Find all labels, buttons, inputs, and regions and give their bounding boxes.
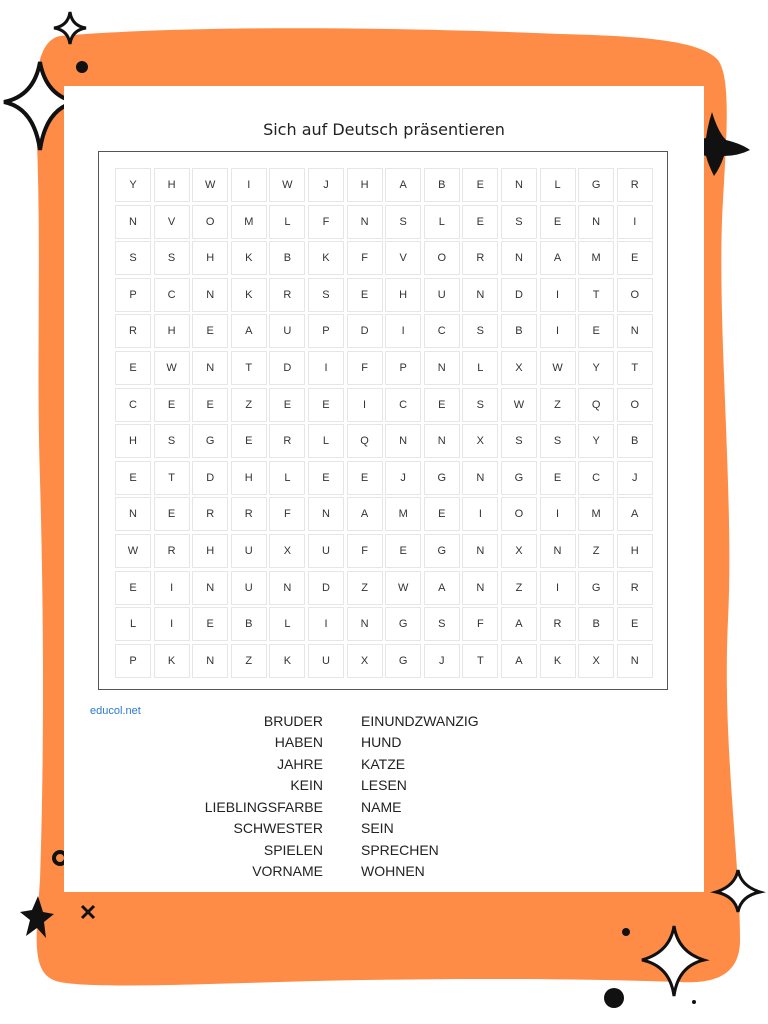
grid-cell[interactable]: S bbox=[385, 205, 421, 239]
grid-cell[interactable]: R bbox=[231, 497, 267, 531]
grid-cell[interactable]: R bbox=[154, 534, 190, 568]
grid-cell[interactable]: H bbox=[154, 314, 190, 348]
grid-cell[interactable]: I bbox=[154, 571, 190, 605]
grid-cell[interactable]: N bbox=[192, 278, 228, 312]
grid-cell[interactable]: S bbox=[154, 241, 190, 275]
grid-cell[interactable]: M bbox=[578, 241, 614, 275]
grid-cell[interactable]: N bbox=[462, 278, 498, 312]
word-list-row bbox=[130, 775, 630, 797]
grid-cell[interactable]: I bbox=[154, 607, 190, 641]
word-list bbox=[130, 710, 630, 882]
grid-cell[interactable]: W bbox=[540, 351, 576, 385]
grid-cell[interactable]: B bbox=[501, 314, 537, 348]
grid-cell[interactable]: E bbox=[424, 497, 460, 531]
grid-cell[interactable]: H bbox=[385, 278, 421, 312]
grid-cell[interactable]: E bbox=[617, 241, 653, 275]
dot-icon bbox=[622, 928, 630, 936]
grid-cell[interactable]: Z bbox=[347, 571, 383, 605]
grid-cell[interactable]: R bbox=[462, 241, 498, 275]
word-list-row bbox=[130, 710, 630, 732]
grid-cell[interactable]: H bbox=[154, 168, 190, 202]
grid-cell[interactable]: P bbox=[385, 351, 421, 385]
grid-cell[interactable]: N bbox=[115, 205, 151, 239]
grid-cell[interactable]: F bbox=[269, 497, 305, 531]
grid-cell[interactable]: H bbox=[192, 534, 228, 568]
grid-cell[interactable]: E bbox=[540, 461, 576, 495]
grid-cell[interactable]: A bbox=[617, 497, 653, 531]
grid-cell[interactable]: E bbox=[578, 314, 614, 348]
grid-cell[interactable]: B bbox=[578, 607, 614, 641]
grid-cell[interactable]: Y bbox=[578, 424, 614, 458]
grid-cell[interactable]: X bbox=[269, 534, 305, 568]
grid-cell[interactable]: W bbox=[385, 571, 421, 605]
grid-cell[interactable]: I bbox=[540, 314, 576, 348]
grid-cell[interactable]: E bbox=[192, 607, 228, 641]
grid-cell[interactable]: C bbox=[578, 461, 614, 495]
grid-cell[interactable]: E bbox=[154, 388, 190, 422]
grid-cell[interactable]: H bbox=[192, 241, 228, 275]
grid-cell[interactable]: E bbox=[347, 461, 383, 495]
grid-cell[interactable]: D bbox=[192, 461, 228, 495]
grid-cell[interactable]: P bbox=[308, 314, 344, 348]
grid-cell[interactable]: G bbox=[501, 461, 537, 495]
grid-cell[interactable]: R bbox=[115, 314, 151, 348]
grid-cell[interactable]: I bbox=[308, 351, 344, 385]
grid-cell[interactable]: J bbox=[617, 461, 653, 495]
grid-cell[interactable]: G bbox=[192, 424, 228, 458]
grid-cell[interactable]: W bbox=[115, 534, 151, 568]
word-list-item: SEIN bbox=[361, 820, 394, 837]
grid-cell[interactable]: Z bbox=[540, 388, 576, 422]
grid-cell[interactable]: I bbox=[308, 607, 344, 641]
grid-cell[interactable]: R bbox=[269, 424, 305, 458]
grid-cell[interactable]: N bbox=[192, 351, 228, 385]
grid-cell[interactable]: Z bbox=[501, 571, 537, 605]
grid-cell[interactable]: A bbox=[347, 497, 383, 531]
grid-cell[interactable]: A bbox=[424, 571, 460, 605]
word-list-row bbox=[130, 753, 630, 775]
grid-cell[interactable]: E bbox=[115, 461, 151, 495]
grid-cell[interactable]: T bbox=[154, 461, 190, 495]
word-list-row bbox=[130, 732, 630, 754]
grid-cell[interactable]: N bbox=[115, 497, 151, 531]
grid-cell[interactable]: N bbox=[424, 351, 460, 385]
word-list-row bbox=[130, 796, 630, 818]
dot-icon bbox=[76, 61, 88, 73]
grid-cell[interactable]: C bbox=[424, 314, 460, 348]
grid-cell[interactable]: D bbox=[308, 571, 344, 605]
grid-cell[interactable]: R bbox=[192, 497, 228, 531]
grid-cell[interactable]: R bbox=[617, 571, 653, 605]
word-search-grid bbox=[115, 168, 653, 678]
grid-cell[interactable]: W bbox=[192, 168, 228, 202]
grid-cell[interactable]: O bbox=[192, 205, 228, 239]
grid-cell[interactable]: S bbox=[462, 314, 498, 348]
grid-cell[interactable]: U bbox=[231, 534, 267, 568]
grid-cell[interactable]: N bbox=[501, 241, 537, 275]
word-list-item: SPRECHEN bbox=[361, 841, 439, 858]
grid-cell[interactable]: E bbox=[192, 314, 228, 348]
grid-cell[interactable]: W bbox=[501, 388, 537, 422]
grid-cell[interactable]: G bbox=[424, 534, 460, 568]
word-list-item: SPIELEN bbox=[263, 841, 323, 858]
grid-cell[interactable]: S bbox=[501, 424, 537, 458]
word-list-item: JAHRE bbox=[277, 755, 323, 772]
grid-cell[interactable]: M bbox=[578, 497, 614, 531]
grid-cell[interactable]: U bbox=[308, 534, 344, 568]
word-list-item: EINUNDZWANZIG bbox=[361, 712, 479, 729]
grid-cell[interactable]: S bbox=[462, 388, 498, 422]
grid-cell[interactable]: P bbox=[115, 644, 151, 678]
grid-cell[interactable]: H bbox=[231, 461, 267, 495]
grid-cell[interactable]: E bbox=[115, 571, 151, 605]
grid-cell[interactable]: I bbox=[347, 388, 383, 422]
grid-cell[interactable]: B bbox=[269, 241, 305, 275]
word-list-item: NAME bbox=[361, 798, 402, 815]
grid-cell[interactable]: U bbox=[269, 314, 305, 348]
grid-cell[interactable]: X bbox=[501, 534, 537, 568]
grid-cell[interactable]: I bbox=[617, 205, 653, 239]
grid-cell[interactable]: L bbox=[269, 205, 305, 239]
grid-cell[interactable]: H bbox=[617, 534, 653, 568]
grid-cell[interactable]: M bbox=[231, 205, 267, 239]
grid-cell[interactable]: L bbox=[269, 461, 305, 495]
grid-cell[interactable]: R bbox=[269, 278, 305, 312]
word-list-item: VORNAME bbox=[252, 863, 323, 880]
word-list-item: LESEN bbox=[361, 777, 407, 794]
grid-cell[interactable]: E bbox=[462, 205, 498, 239]
word-list-item: WOHNEN bbox=[361, 863, 425, 880]
grid-cell[interactable]: N bbox=[540, 534, 576, 568]
grid-cell[interactable]: O bbox=[617, 388, 653, 422]
grid-cell[interactable]: I bbox=[540, 497, 576, 531]
word-list-item: HABEN bbox=[274, 734, 323, 751]
word-list-row bbox=[130, 861, 630, 883]
grid-cell[interactable]: B bbox=[424, 168, 460, 202]
grid-cell[interactable]: J bbox=[308, 168, 344, 202]
word-list-row bbox=[130, 839, 630, 861]
grid-cell[interactable]: S bbox=[154, 424, 190, 458]
grid-cell[interactable]: L bbox=[269, 607, 305, 641]
grid-cell[interactable]: E bbox=[231, 424, 267, 458]
word-list-row bbox=[130, 818, 630, 840]
grid-cell[interactable]: S bbox=[501, 205, 537, 239]
grid-cell[interactable]: S bbox=[540, 424, 576, 458]
grid-cell[interactable]: Z bbox=[231, 644, 267, 678]
grid-cell[interactable]: K bbox=[231, 278, 267, 312]
grid-cell[interactable]: F bbox=[347, 241, 383, 275]
dot-icon bbox=[604, 988, 624, 1008]
grid-cell[interactable]: E bbox=[308, 388, 344, 422]
grid-cell[interactable]: F bbox=[308, 205, 344, 239]
grid-cell[interactable]: T bbox=[462, 644, 498, 678]
grid-cell[interactable]: H bbox=[347, 168, 383, 202]
grid-cell[interactable]: A bbox=[540, 241, 576, 275]
grid-cell[interactable]: D bbox=[347, 314, 383, 348]
grid-cell[interactable]: K bbox=[308, 241, 344, 275]
dot-icon bbox=[692, 1000, 696, 1004]
grid-cell[interactable]: E bbox=[115, 351, 151, 385]
word-list-item: BRUDER bbox=[263, 712, 323, 729]
grid-cell[interactable]: S bbox=[424, 607, 460, 641]
grid-cell[interactable]: F bbox=[347, 351, 383, 385]
grid-cell[interactable]: Z bbox=[231, 388, 267, 422]
grid-cell[interactable]: N bbox=[347, 607, 383, 641]
grid-cell[interactable]: A bbox=[231, 314, 267, 348]
grid-cell[interactable]: V bbox=[154, 205, 190, 239]
grid-cell[interactable]: E bbox=[617, 607, 653, 641]
word-search-grid-frame bbox=[98, 151, 668, 690]
grid-cell[interactable]: A bbox=[385, 168, 421, 202]
grid-cell[interactable]: U bbox=[231, 571, 267, 605]
word-list-item: SCHWESTER bbox=[233, 820, 323, 837]
word-list-item: HUND bbox=[361, 734, 402, 751]
grid-cell[interactable]: N bbox=[347, 205, 383, 239]
word-list-item: LIEBLINGSFARBE bbox=[204, 798, 323, 815]
grid-cell[interactable]: U bbox=[308, 644, 344, 678]
grid-cell[interactable]: E bbox=[462, 168, 498, 202]
grid-cell[interactable]: G bbox=[385, 607, 421, 641]
grid-cell[interactable]: E bbox=[269, 388, 305, 422]
grid-cell[interactable]: Y bbox=[578, 351, 614, 385]
grid-cell[interactable]: K bbox=[540, 644, 576, 678]
grid-cell[interactable]: G bbox=[385, 644, 421, 678]
grid-cell[interactable]: A bbox=[501, 644, 537, 678]
grid-cell[interactable]: X bbox=[578, 644, 614, 678]
grid-cell[interactable]: G bbox=[424, 461, 460, 495]
grid-cell[interactable]: S bbox=[308, 278, 344, 312]
grid-cell[interactable]: Z bbox=[578, 534, 614, 568]
grid-cell[interactable]: R bbox=[540, 607, 576, 641]
grid-cell[interactable]: N bbox=[578, 205, 614, 239]
grid-cell[interactable]: B bbox=[617, 424, 653, 458]
grid-cell[interactable]: I bbox=[231, 168, 267, 202]
grid-cell[interactable]: G bbox=[578, 571, 614, 605]
grid-cell[interactable]: K bbox=[269, 644, 305, 678]
grid-cell[interactable]: B bbox=[231, 607, 267, 641]
grid-cell[interactable]: K bbox=[154, 644, 190, 678]
grid-cell[interactable]: V bbox=[385, 241, 421, 275]
grid-cell[interactable]: E bbox=[540, 205, 576, 239]
grid-cell[interactable]: E bbox=[308, 461, 344, 495]
grid-cell[interactable]: S bbox=[115, 241, 151, 275]
grid-cell[interactable]: A bbox=[501, 607, 537, 641]
grid-cell[interactable]: I bbox=[462, 497, 498, 531]
grid-cell[interactable]: E bbox=[347, 278, 383, 312]
grid-cell[interactable]: Q bbox=[578, 388, 614, 422]
grid-cell[interactable]: E bbox=[154, 497, 190, 531]
grid-cell[interactable]: F bbox=[347, 534, 383, 568]
grid-cell[interactable]: K bbox=[231, 241, 267, 275]
grid-cell[interactable]: I bbox=[540, 571, 576, 605]
grid-cell[interactable]: W bbox=[154, 351, 190, 385]
grid-cell[interactable]: O bbox=[501, 497, 537, 531]
grid-cell[interactable]: N bbox=[617, 644, 653, 678]
grid-cell[interactable]: O bbox=[617, 278, 653, 312]
grid-cell[interactable]: O bbox=[424, 241, 460, 275]
grid-cell[interactable]: E bbox=[192, 388, 228, 422]
grid-cell[interactable]: U bbox=[424, 278, 460, 312]
grid-cell[interactable]: N bbox=[192, 571, 228, 605]
grid-cell[interactable]: N bbox=[501, 168, 537, 202]
grid-cell[interactable]: L bbox=[115, 607, 151, 641]
grid-cell[interactable]: E bbox=[424, 388, 460, 422]
word-list-item: KATZE bbox=[361, 755, 406, 772]
source-credit[interactable]: educol.net bbox=[90, 705, 141, 717]
grid-cell[interactable]: N bbox=[385, 424, 421, 458]
word-list-item: KEIN bbox=[290, 777, 323, 794]
worksheet-title: Sich auf Deutsch präsentieren bbox=[263, 120, 505, 139]
grid-cell[interactable]: N bbox=[462, 461, 498, 495]
grid-cell[interactable]: N bbox=[308, 497, 344, 531]
grid-cell[interactable]: T bbox=[578, 278, 614, 312]
grid-cell[interactable]: M bbox=[385, 497, 421, 531]
grid-cell[interactable]: L bbox=[424, 205, 460, 239]
grid-cell[interactable]: N bbox=[462, 534, 498, 568]
grid-cell[interactable]: G bbox=[578, 168, 614, 202]
grid-cell[interactable]: X bbox=[501, 351, 537, 385]
grid-cell[interactable]: I bbox=[540, 278, 576, 312]
grid-cell[interactable]: N bbox=[424, 424, 460, 458]
grid-cell[interactable]: N bbox=[462, 571, 498, 605]
grid-cell[interactable]: X bbox=[347, 644, 383, 678]
grid-cell[interactable]: D bbox=[501, 278, 537, 312]
grid-cell[interactable]: C bbox=[154, 278, 190, 312]
grid-cell[interactable]: P bbox=[115, 278, 151, 312]
grid-cell[interactable]: Q bbox=[347, 424, 383, 458]
grid-cell[interactable]: D bbox=[269, 351, 305, 385]
grid-cell[interactable]: L bbox=[540, 168, 576, 202]
grid-cell[interactable]: L bbox=[462, 351, 498, 385]
grid-cell[interactable]: L bbox=[308, 424, 344, 458]
grid-cell[interactable]: J bbox=[385, 461, 421, 495]
grid-cell[interactable]: I bbox=[385, 314, 421, 348]
grid-cell[interactable]: H bbox=[115, 424, 151, 458]
grid-cell[interactable]: J bbox=[424, 644, 460, 678]
grid-cell[interactable]: F bbox=[462, 607, 498, 641]
grid-cell[interactable]: Y bbox=[115, 168, 151, 202]
grid-cell[interactable]: N bbox=[192, 644, 228, 678]
grid-cell[interactable]: R bbox=[617, 168, 653, 202]
grid-cell[interactable]: N bbox=[617, 314, 653, 348]
grid-cell[interactable]: N bbox=[269, 571, 305, 605]
grid-cell[interactable]: T bbox=[617, 351, 653, 385]
grid-cell[interactable]: C bbox=[385, 388, 421, 422]
grid-cell[interactable]: W bbox=[269, 168, 305, 202]
grid-cell[interactable]: C bbox=[115, 388, 151, 422]
grid-cell[interactable]: E bbox=[385, 534, 421, 568]
grid-cell[interactable]: X bbox=[462, 424, 498, 458]
grid-cell[interactable]: T bbox=[231, 351, 267, 385]
